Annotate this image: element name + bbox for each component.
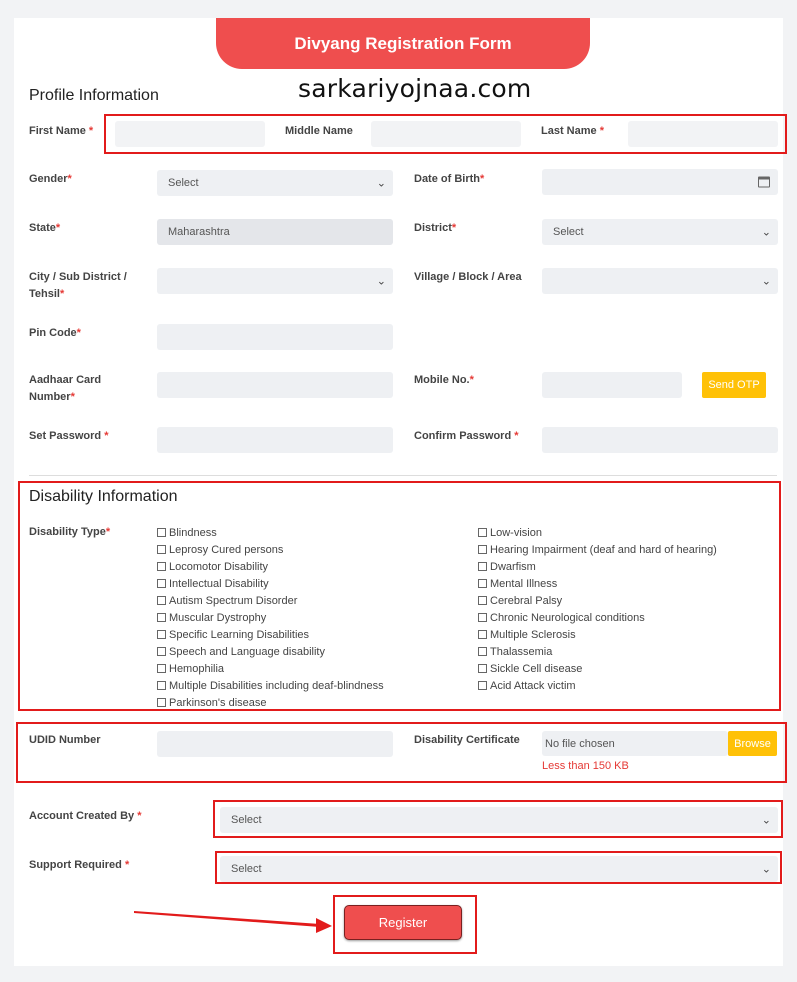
checkbox[interactable]: [157, 528, 166, 537]
disability-option-label: Muscular Dystrophy: [169, 611, 267, 624]
account-created-by-label: Account Created By *: [29, 810, 142, 822]
disability-option[interactable]: [478, 592, 717, 609]
disability-option-label: Parkinson's disease: [169, 696, 267, 709]
arrow-annotation-icon: [134, 905, 334, 935]
checkbox[interactable]: [157, 545, 166, 554]
profile-section-title: Profile Information: [29, 87, 159, 104]
browse-button[interactable]: Browse: [728, 731, 777, 756]
disability-options-right: [478, 524, 717, 694]
disability-option-label: Multiple Sclerosis: [490, 628, 576, 641]
district-select[interactable]: [542, 219, 778, 245]
city-select[interactable]: [157, 268, 393, 294]
gender-select[interactable]: [157, 170, 393, 196]
mobile-label: Mobile No.*: [414, 374, 474, 386]
disability-option[interactable]: [478, 524, 717, 541]
disability-option[interactable]: [157, 609, 384, 626]
chevron-down-icon: ⌄: [376, 275, 386, 288]
disability-option-label: Speech and Language disability: [169, 645, 325, 658]
disability-option[interactable]: [157, 660, 384, 677]
district-label: District*: [414, 222, 457, 234]
checkbox[interactable]: [157, 630, 166, 639]
register-button[interactable]: Register: [344, 905, 462, 940]
checkbox[interactable]: [478, 647, 487, 656]
middle-name-label: Middle Name: [285, 125, 353, 137]
disability-option[interactable]: [157, 558, 384, 575]
disability-type-label: Disability Type*: [29, 526, 111, 538]
support-required-value: Select: [231, 863, 262, 875]
dob-input[interactable]: [542, 169, 778, 195]
checkbox[interactable]: [157, 698, 166, 707]
password-label: Set Password *: [29, 430, 109, 442]
village-label: Village / Block / Area: [414, 271, 522, 283]
checkbox[interactable]: [478, 562, 487, 571]
disability-option[interactable]: [157, 524, 384, 541]
checkbox[interactable]: [157, 681, 166, 690]
disability-option-label: Dwarfism: [490, 560, 536, 573]
disability-option[interactable]: [478, 609, 717, 626]
disability-option-label: Locomotor Disability: [169, 560, 269, 573]
disability-option-label: Mental Illness: [490, 577, 558, 590]
disability-option-label: Chronic Neurological conditions: [490, 611, 645, 624]
disability-option-label: Acid Attack victim: [490, 679, 576, 692]
disability-option-label: Specific Learning Disabilities: [169, 628, 310, 641]
state-label: State*: [29, 222, 61, 234]
disability-option-label: Blindness: [169, 526, 217, 539]
password-input[interactable]: [157, 427, 393, 453]
disability-option[interactable]: [478, 643, 717, 660]
checkbox[interactable]: [478, 613, 487, 622]
disability-option[interactable]: [157, 626, 384, 643]
disability-section-title: Disability Information: [29, 488, 178, 505]
chevron-down-icon: ⌄: [761, 226, 771, 239]
watermark: sarkariyojnaa.com: [298, 74, 532, 103]
pin-input[interactable]: [157, 324, 393, 350]
account-created-by-select[interactable]: [220, 807, 778, 833]
disability-option[interactable]: [157, 592, 384, 609]
disability-option[interactable]: [478, 677, 717, 694]
chevron-down-icon: ⌄: [761, 814, 771, 827]
chevron-down-icon: ⌄: [761, 275, 771, 288]
support-required-label: Support Required *: [29, 859, 130, 871]
first-name-input[interactable]: [115, 121, 265, 147]
checkbox[interactable]: [478, 630, 487, 639]
disability-option-label: Multiple Disabilities including deaf-blindness: [169, 679, 384, 692]
section-divider: [29, 475, 777, 476]
pin-label: Pin Code*: [29, 327, 81, 339]
checkbox[interactable]: [478, 664, 487, 673]
disability-option-label: Cerebral Palsy: [490, 594, 563, 607]
last-name-label: Last Name *: [541, 125, 604, 137]
calendar-icon[interactable]: [758, 177, 770, 188]
checkbox[interactable]: [157, 579, 166, 588]
checkbox[interactable]: [478, 579, 487, 588]
village-select[interactable]: [542, 268, 778, 294]
chevron-down-icon: ⌄: [376, 177, 386, 190]
checkbox[interactable]: [157, 664, 166, 673]
disability-option-label: Thalassemia: [490, 645, 553, 658]
confirm-password-input[interactable]: [542, 427, 778, 453]
udid-label: UDID Number: [29, 734, 101, 746]
checkbox[interactable]: [157, 562, 166, 571]
form-title-banner: [216, 18, 590, 69]
account-created-by-value: Select: [231, 814, 262, 826]
support-required-select[interactable]: [220, 856, 778, 882]
aadhaar-label: Aadhaar Card Number*: [29, 374, 102, 403]
aadhaar-input[interactable]: [157, 372, 393, 398]
checkbox[interactable]: [157, 596, 166, 605]
certificate-label: Disability Certificate: [414, 734, 520, 746]
send-otp-button[interactable]: Send OTP: [702, 372, 766, 398]
gender-select-value: Select: [168, 177, 199, 189]
disability-option-label: Hearing Impairment (deaf and hard of hearing): [490, 543, 717, 556]
udid-input[interactable]: [157, 731, 393, 757]
first-name-label: First Name *: [29, 125, 94, 137]
disability-option[interactable]: [478, 626, 717, 643]
disability-option[interactable]: [157, 694, 384, 711]
disability-option[interactable]: [478, 541, 717, 558]
disability-option-label: Intellectual Disability: [169, 577, 269, 590]
checkbox[interactable]: [478, 528, 487, 537]
disability-option-label: Sickle Cell disease: [490, 662, 583, 675]
disability-option[interactable]: [157, 541, 384, 558]
gender-label: Gender*: [29, 173, 72, 185]
district-select-value: Select: [553, 226, 584, 238]
disability-option-label: Hemophilia: [169, 662, 225, 675]
disability-option[interactable]: [157, 643, 384, 660]
certificate-file-field[interactable]: [542, 731, 728, 756]
mobile-input[interactable]: [542, 372, 682, 398]
file-size-hint: Less than 150 KB: [542, 760, 629, 772]
city-label: City / Sub District / Tehsil*: [29, 271, 127, 300]
dob-label: Date of Birth*: [414, 173, 485, 185]
checkbox[interactable]: [157, 647, 166, 656]
disability-option-label: Autism Spectrum Disorder: [169, 594, 298, 607]
confirm-password-label: Confirm Password *: [414, 430, 519, 442]
disability-options-left: [157, 524, 384, 711]
state-input: [157, 219, 393, 245]
disability-option[interactable]: [478, 558, 717, 575]
disability-option[interactable]: [157, 575, 384, 592]
last-name-input[interactable]: [628, 121, 778, 147]
checkbox[interactable]: [478, 596, 487, 605]
disability-option[interactable]: [478, 660, 717, 677]
checkbox[interactable]: [157, 613, 166, 622]
state-value: Maharashtra: [168, 226, 230, 238]
checkbox[interactable]: [478, 681, 487, 690]
chevron-down-icon: ⌄: [761, 863, 771, 876]
form-title: Divyang Registration Form: [294, 33, 512, 53]
disability-option-label: Leprosy Cured persons: [169, 543, 284, 556]
disability-option-label: Low-vision: [490, 526, 542, 539]
file-status: No file chosen: [545, 737, 615, 750]
middle-name-input[interactable]: [371, 121, 521, 147]
disability-option[interactable]: [478, 575, 717, 592]
disability-option[interactable]: [157, 677, 384, 694]
checkbox[interactable]: [478, 545, 487, 554]
